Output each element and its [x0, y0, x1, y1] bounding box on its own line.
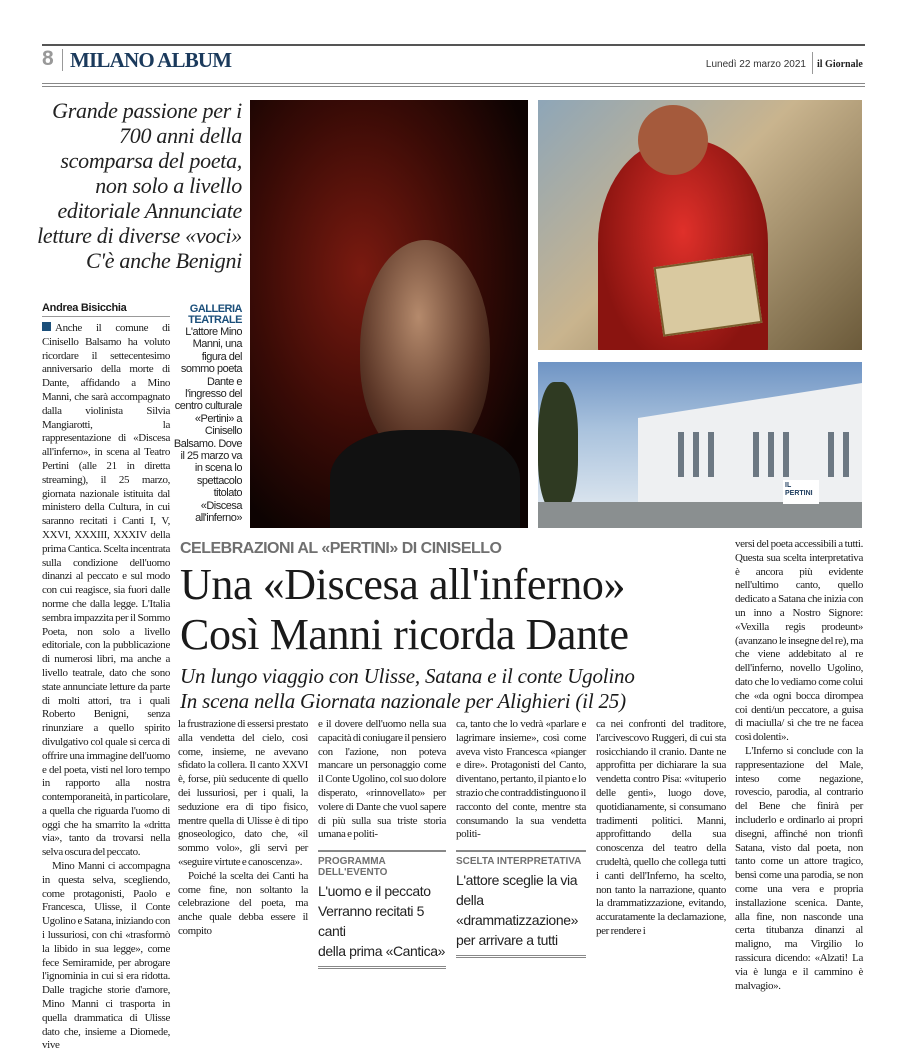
box-title-line: Verranno recitati 5 canti [318, 903, 425, 940]
column-4-stack [456, 718, 586, 958]
article-column-4 [456, 718, 586, 842]
header-rule [42, 44, 865, 46]
divider [62, 49, 63, 71]
article-column-1 [42, 322, 170, 1053]
article-column-3 [318, 718, 446, 842]
sidebar-box-interpretation [456, 850, 586, 958]
photo-actor [250, 100, 528, 528]
paragraph: Poiché la scelta dei Canti ha come fine, non soltanto la celebrazione del poeta, ma anche quale debba essere il compito [178, 869, 308, 937]
paragraph: Anche il comune di Cinisello Balsamo ha voluto ricordare il settecentesimo anniversario della morte di Dante, affidando a Mino Manni, che sarà accompagnato dalla violinista Silvia Mangiarotti, la rappresentazione di «Discesa all'inferno», in scena al Teatro Pertini (alle 21 in diretta streaming), il 25 marzo, giornata nazionale istituita dal ministero della Cultura, in cui saranno recitati i Canti I, V, XXVI, XXXIII, XXXIV della prima Cantica. Scelta incentrata sulla condizione dell'uomo dinanzi al peccato e sul modo con cui reagisce, sia fuori dalle norme che dalla legge. L'Italia sembra impazzita per il Sommo Poeta, non solo a livello editoriale, con la pubblicazione di numerosi libri, ma anche a livello teatrale, dato che sono state annunciate letture da parte di molti attori, tra i quali Roberto Benigni, senza rinunziare a quello spirito divulgativo col quale si cerca di offrire una immagine dell'uomo e del poeta, visti nel loro tempo in rapporto alla nostra contemporaneità, in particolare, a quella che riguarda l'uomo di oggi che ha smarrito la «dritta via», tanto da trovarsi nella selva oscura del peccato. [42, 322, 170, 859]
byline: Andrea Bisicchia [42, 302, 170, 317]
headline-line: Una «Discesa all'inferno» [180, 560, 626, 609]
paragraph: Mino Manni ci accompagna in questa selva, scegliendo, come protagonisti, Paolo e Francesca, Ulisse, il Conte Ugolino e Satana, iniziando con i lussuriosi, con chi «trasformò la libido in sua legge», come fece Semiramide, per abrogare l'ignominia in cui si era ridotta. Dalle tragiche storie d'amore, Mino Manni ci trasporta in quella drammatica di Ulisse dato che, insieme a Diomede, vive [42, 860, 170, 1052]
article-kicker: CELEBRAZIONI AL «PERTINI» DI CINISELLO [180, 540, 502, 557]
divider [812, 52, 813, 74]
column-3-stack [318, 718, 446, 969]
box-kicker: SCELTA INTERPRETATIVA [456, 856, 582, 868]
paragraph: la frustrazione di essersi prestato alla vendetta del cielo, così come, insieme, ne avevano sfidato la collera. Il canto XXVI è, forse, più seducente di quello dei lussuriosi, per i quali, la seduzione era di tipo fisico, mentre quella di Ulisse è di tipo gnoseologico, dato che, «il sommo volo», gli servì per «seguire virtute e canoscenza». [178, 718, 308, 868]
caption-text: L'attore Mino Manni, una figura del sommo poeta Dante e l'ingresso del centro culturale «Pertini» a Cinisello Balsamo. Dove il 25 marzo va in scena lo spettacolo titolato «Discesa all'inferno» [173, 326, 242, 525]
photo-dante-painting [538, 100, 862, 350]
paragraph-marker-icon [42, 322, 51, 331]
photo-caption [172, 304, 242, 525]
article-column-5 [596, 718, 726, 939]
subhead-line: In scena nella Giornata nazionale per Alighieri (il 25) [180, 689, 626, 713]
headline [180, 560, 629, 660]
headline-line: Così Manni ricorda Dante [180, 610, 629, 659]
caption-kicker: GALLERIA TEATRALE [188, 303, 242, 326]
box-title-line: per arrivare a tutti [456, 932, 558, 949]
section-title: MILANO ALBUM [70, 48, 232, 72]
building-sign: IL PERTINI [783, 480, 819, 504]
box-title-line: della «drammatizzazione» [456, 892, 578, 929]
paragraph: versi del poeta accessibili a tutti. Questa sua scelta interpretativa è ancora più evidente nell'ultimo canto, quello dedicato a Satana che inizia con un inno a Nostro Signore: «Vexilla regis prodeunt» (avanzano le insegne del re), ma che viene addebitato al re dell'inferno, novello Ugolino, dato che lo vediamo come colui che «da ogni bocca dirompea coi denti/un peccatore, a guisa di maciulla/ sì che tre ne facea così dolenti». [735, 538, 863, 744]
article-column-2 [178, 718, 308, 939]
page-number: 8 [42, 47, 54, 70]
photo-pertini-building [538, 362, 862, 528]
box-title-line: L'uomo e il peccato [318, 883, 431, 900]
header-double-rule [42, 83, 865, 87]
paragraph: L'Inferno si conclude con la rappresentazione del Male, inteso come negazione, rovescio, parodia, al contrario del Bene che finirà per includerlo e ordinarlo ai propri disegni, affinché non trionfi Satana, visto dal poeta, non tanto come un attore tragico, bensì come una parodia, se non come una vera e propria installazione scenica. Dante, alla fine, non nasconde una certa titubanza dinanzi al maligno, ma Virgilio lo rassicura dicendo: «Alzati! La via è lunga e il cammino è malvagio». [735, 744, 863, 992]
paragraph: ca nei confronti del traditore, l'arcivescovo Ruggeri, di cui sta rosicchiando il cranio. Dante ne approfitta per dichiarare la sua vendetta contro Pisa: «vituperio delle genti», luogo dove, quotidianamente, si consumano tradimenti politici. Manni, approfittando della sua conoscenza del teatro della crudeltà, quello che collega tutti i canti dell'Inferno, ha scelto, non tanto la narrazione, quanto la drammatizzazione, evitando, accuratamente la declamazione, per rendere i [596, 718, 726, 937]
sidebar-box-program [318, 850, 446, 969]
article-column-6 [735, 538, 863, 993]
box-title-line: della prima «Cantica» [318, 943, 446, 960]
subhead-line: Un lungo viaggio con Ulisse, Satana e il conte Ugolino [180, 664, 635, 688]
paragraph: e il dovere dell'uomo nella sua capacità di coniugare il pensiero con l'azione, non poteva mancare un personaggio come il Conte Ugolino, col suo dolore disperato, «rinnovellato» per volere di Dante che vuol sapere di più sulla sua triste storia umana e politi- [318, 718, 446, 841]
newspaper-name: il Giornale [817, 59, 863, 70]
subheadline [180, 664, 635, 714]
box-kicker: PROGRAMMA DELL'EVENTO [318, 856, 388, 879]
issue-date: Lunedì 22 marzo 2021 [705, 59, 806, 70]
paragraph: ca, tanto che lo vedrà «parlare e lagrimare insieme», così come aveva visto Francesca «pianger e dire». Protagonisti del Canto, diventano, pertanto, il pianto e lo strazio che contraddistinguono il racconto del conte, mentre sta consumando la sua vendetta politi- [456, 718, 586, 841]
blurb: Grande passione per i 700 anni della scomparsa del poeta, non solo a livello editoriale Annunciate letture di diverse «voci» C'è anche Benigni [37, 98, 242, 273]
box-title-line: L'attore sceglie la via [456, 872, 578, 889]
